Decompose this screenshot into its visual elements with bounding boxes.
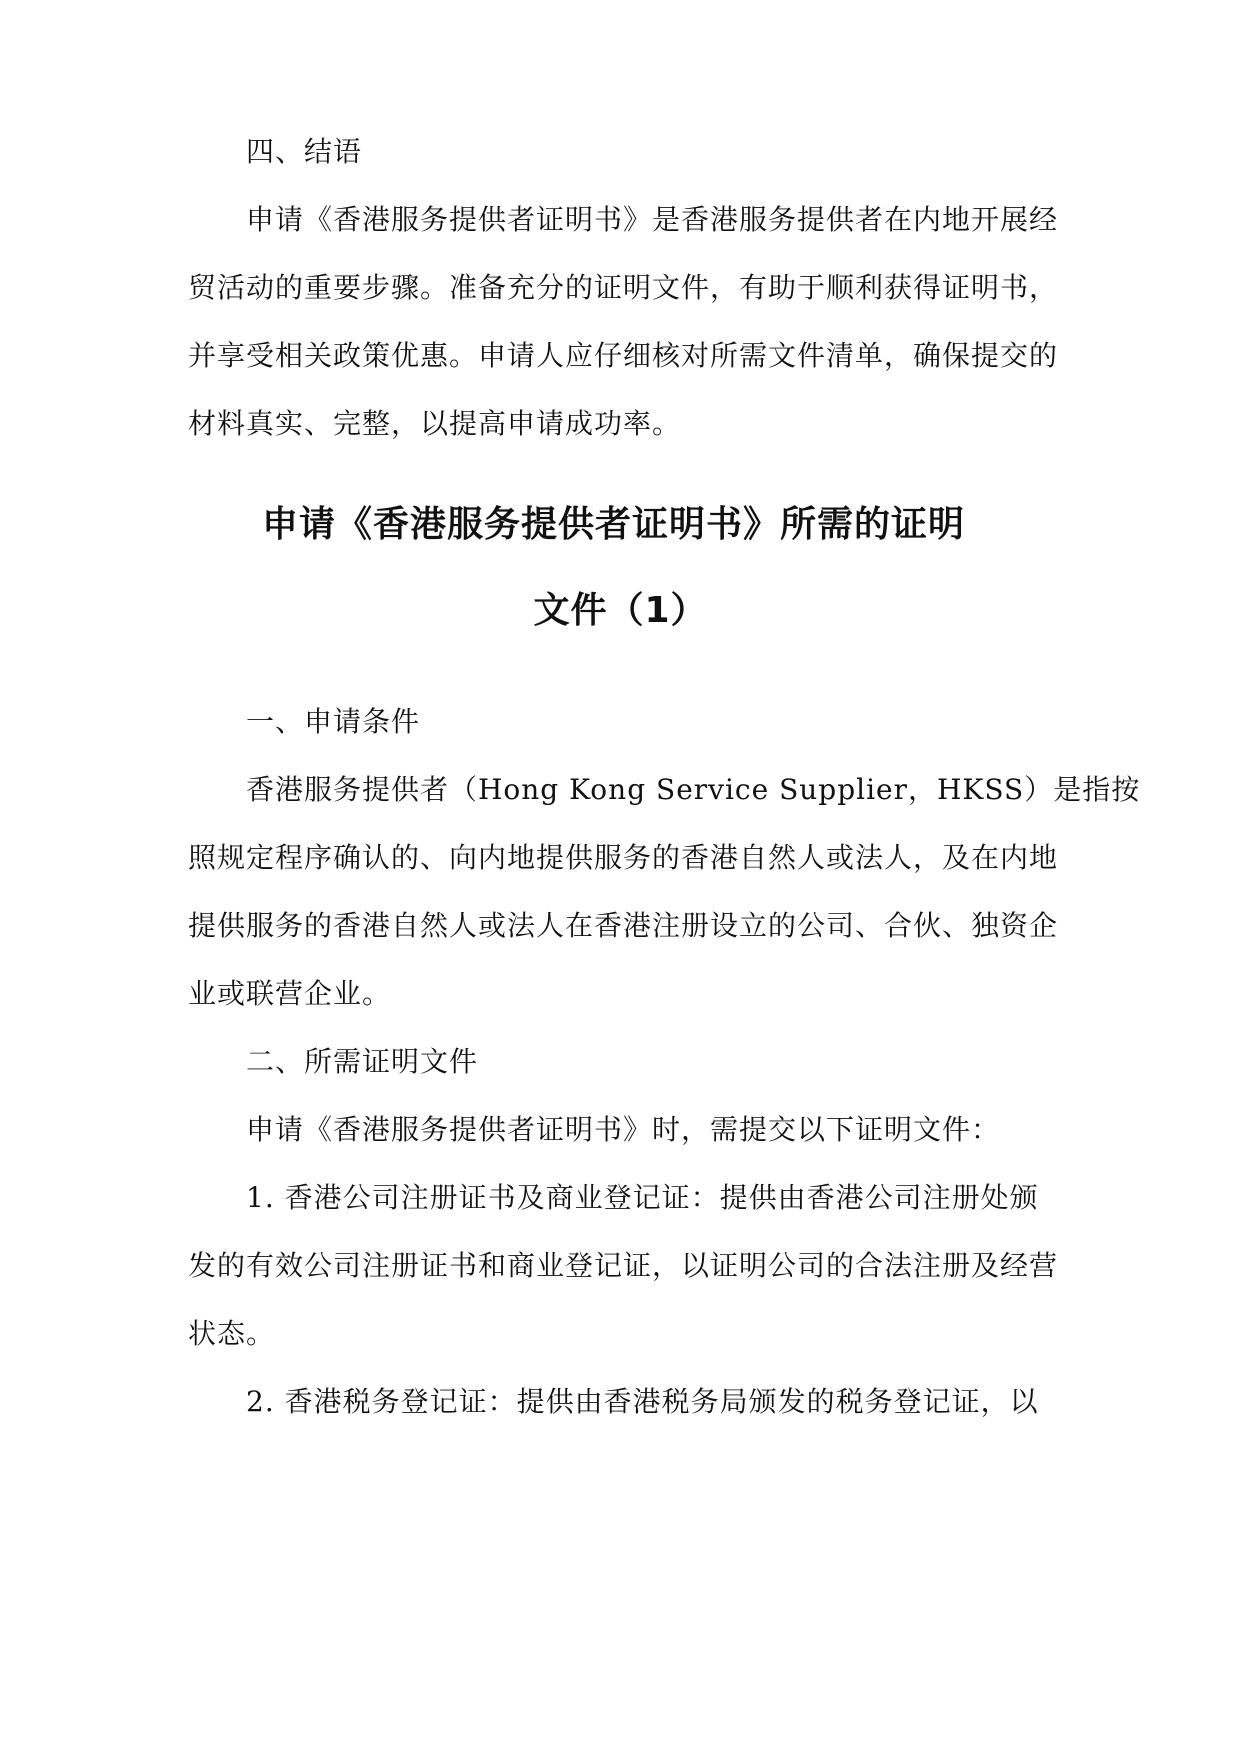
conclusion-heading: 四、结语 [246, 135, 363, 168]
list-item-1-line: 1. 香港公司注册证书及商业登记证：提供由香港公司注册处颁 [246, 1181, 1039, 1214]
list-item-1-line: 发的有效公司注册证书和商业登记证，以证明公司的合法注册及经营 [188, 1249, 1059, 1282]
conclusion-paragraph-line: 材料真实、完整，以提高申请成功率。 [188, 407, 682, 440]
list-item-1-line: 状态。 [188, 1317, 276, 1350]
section2-intro: 申请《香港服务提供者证明书》时，需提交以下证明文件： [246, 1113, 1001, 1146]
conclusion-paragraph-line: 申请《香港服务提供者证明书》是香港服务提供者在内地开展经 [246, 203, 1059, 236]
conclusion-paragraph-line: 并享受相关政策优惠。申请人应仔细核对所需文件清单，确保提交的 [188, 339, 1059, 372]
section2-heading: 二、所需证明文件 [246, 1045, 479, 1078]
section1-paragraph-line: 香港服务提供者（Hong Kong Service Supplier，HKSS）是指按 [246, 773, 1141, 806]
list-item-2-line: 2. 香港税务登记证：提供由香港税务局颁发的税务登记证，以 [246, 1385, 1039, 1418]
document-title-line1: 申请《香港服务提供者证明书》所需的证明 [262, 504, 966, 545]
conclusion-paragraph-line: 贸活动的重要步骤。准备充分的证明文件，有助于顺利获得证明书， [188, 271, 1059, 304]
section1-heading: 一、申请条件 [246, 705, 421, 738]
section1-paragraph-line: 照规定程序确认的、向内地提供服务的香港自然人或法人，及在内地 [188, 841, 1059, 874]
section1-paragraph-line: 提供服务的香港自然人或法人在香港注册设立的公司、合伙、独资企 [188, 909, 1059, 942]
section1-paragraph-line: 业或联营企业。 [188, 977, 392, 1010]
document-title-line2: 文件（1） [533, 590, 708, 631]
